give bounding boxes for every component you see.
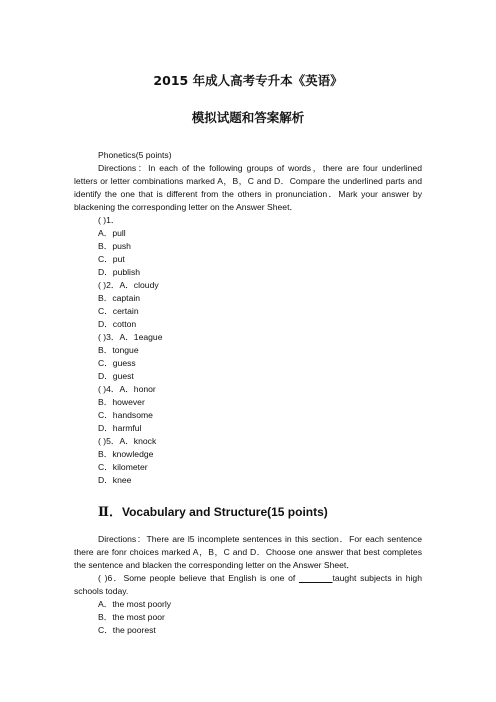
option-line: B．however <box>98 397 145 407</box>
option-line: D．cotton <box>98 319 137 329</box>
phonetics-question-list <box>74 214 422 487</box>
question-line: ( )1． <box>98 215 120 225</box>
option-line: C．the poorest <box>98 625 156 635</box>
question-line: ( )3．A．1eague <box>98 332 163 342</box>
question-line: ( )2．A．cloudy <box>98 280 159 290</box>
question-text: taught subjects in high schools today. <box>74 573 422 596</box>
section-heading-vocabulary <box>98 504 422 521</box>
document-body <box>74 149 422 637</box>
option-line: B．tongue <box>98 345 139 355</box>
option-line: C．kilometer <box>98 462 148 472</box>
question-text: ( )6．Some people believe that English is one of <box>98 573 299 583</box>
option-line: D．guest <box>98 371 134 381</box>
section-heading-phonetics: Phonetics(5 points) <box>98 150 172 160</box>
option-line: A．the most poorly <box>98 599 172 609</box>
option-line: D．knee <box>98 475 132 485</box>
option-line: C．put <box>98 254 125 264</box>
option-line: D．harmful <box>98 423 142 433</box>
option-line: B．the most poor <box>98 612 165 622</box>
option-line: C．certain <box>98 306 139 316</box>
option-line: C．handsome <box>98 410 153 420</box>
phonetics-directions: Directions：In each of the following groups of words，there are four underlined letters or letter combinations marked A，B，C and D．Compare the underlined parts and identify the one that is different from the others in pronunciation．Mark your answer by blackening the corresponding letter on the Answer Sheet． <box>74 163 422 212</box>
option-line: B．push <box>98 241 131 251</box>
question-line: ( )5．A．knock <box>98 436 157 446</box>
option-line: B．knowledge <box>98 449 154 459</box>
option-line: B．captain <box>98 293 141 303</box>
option-line: A．pull <box>98 228 126 238</box>
answer-blank: _______ <box>299 573 333 583</box>
vocabulary-directions: Directions：There are l5 incomplete sentences in this section．For each sentence there are fonr choices marked A，B，C and D．Choose one answer that best completes the sentence and blacken the corresponding letter on the Answer Sheet． <box>74 534 422 570</box>
question-6 <box>74 572 422 598</box>
option-line: D．publish <box>98 267 141 277</box>
option-line: C．guess <box>98 358 136 368</box>
document-subtitle: 模拟试题和答案解析 <box>191 110 305 125</box>
section-number: Ⅱ． <box>98 505 122 520</box>
question-line: ( )4．A．honor <box>98 384 156 394</box>
document-title: 2015 年成人高考专升本《英语》 <box>153 73 343 88</box>
section-title: Vocabulary and Structure(15 points) <box>121 505 328 519</box>
